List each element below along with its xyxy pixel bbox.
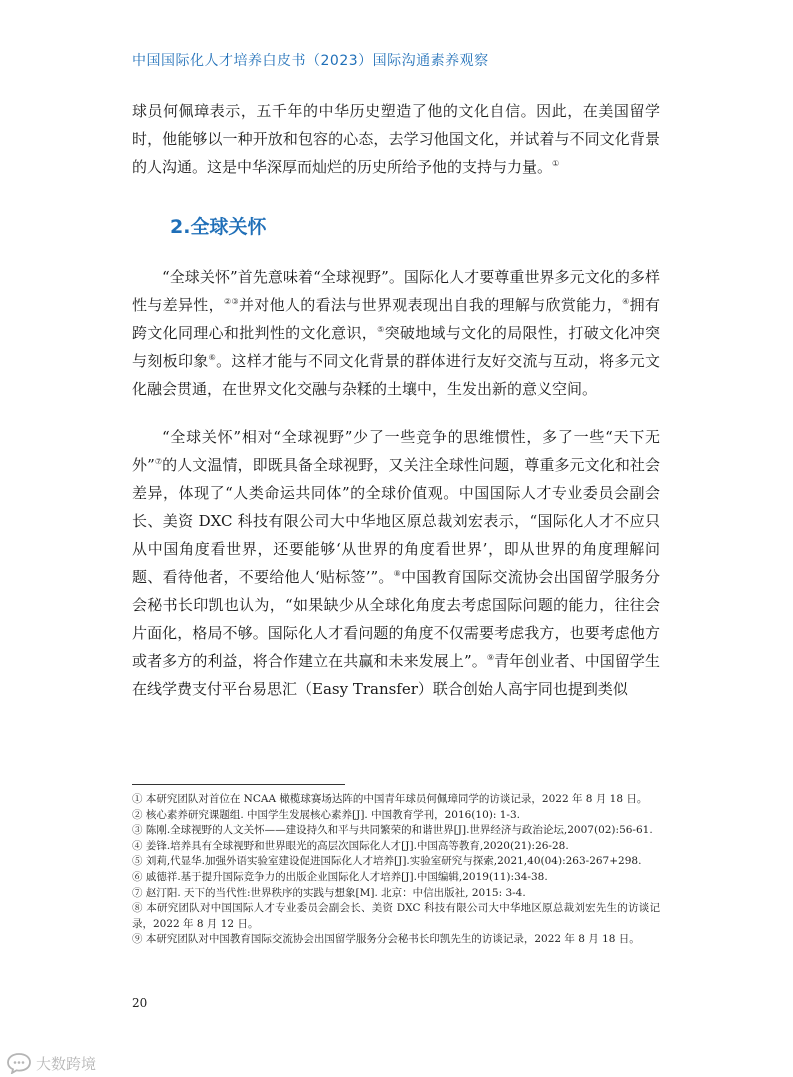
footnotes (132, 792, 660, 948)
intro-paragraph (132, 97, 660, 181)
footnote: ⑨ 本研究团队对中国教育国际交流协会出国留学服务分会秘书长印凯先生的访谈记录，2022 年 8 月 18 日。 (132, 933, 640, 946)
footnote-ref[interactable]: ⑦ (154, 457, 163, 466)
chat-bubble-logo-icon (6, 1052, 32, 1074)
para-text: 青年创业者、中国留学生在线学费支付平台易思汇（Easy Transfer）联合创始人高宇同也提到类似 (132, 652, 660, 698)
footnote-ref[interactable]: ⑤ (377, 325, 385, 334)
watermark (6, 1052, 96, 1074)
footnote-ref[interactable]: ⑨ (486, 653, 495, 662)
footnote: ⑥ 戚德祥.基于提升国际竞争力的出版企业国际化人才培养[J].中国编辑,2019(11):34-38. (132, 870, 548, 883)
footnote: ② 核心素养研究课题组. 中国学生发展核心素养[J]. 中国教育学刊，2016(10): 1-3. (132, 808, 520, 821)
para-text: 。这样才能与不同文化背景的群体进行友好交流与互动，将多元文化融会贯通，在世界文化交融与杂糅的土壤中，生发出新的意义空间。 (132, 352, 660, 398)
page-number: 20 (132, 996, 148, 1010)
footnote: ① 本研究团队对首位在 NCAA 橄榄球赛场达阵的中国青年球员何佩璋同学的访谈记录，2022 年 8 月 18 日。 (132, 793, 648, 805)
section-heading: 2.全球关怀 (170, 216, 267, 238)
watermark-text: 大数跨境 (36, 1054, 97, 1073)
para-text: 拥有跨文化同理心和批判性的文化意识， (132, 296, 660, 342)
footnote: ⑧ 本研究团队对中国国际人才专业委员会副会长、美资 DXC 科技有限公司大中华地区原总裁刘宏先生的访谈记录，2022 年 8 月 12 日。 (132, 902, 660, 930)
footnote: ⑦ 赵汀阳. 天下的当代性:世界秩序的实践与想象[M]. 北京：中信出版社, 2015: 3-4. (132, 886, 526, 899)
footnote-ref[interactable]: ⑥ (208, 353, 217, 362)
body-paragraph-2 (132, 423, 660, 703)
para-text: 突破地域与文化的局限性，打破文化冲突与刻板印象 (132, 324, 660, 370)
intro-text: 球员何佩璋表示，五千年的中华历史塑造了他的文化自信。因此，在美国留学时，他能够以一种开放和包容的心态，去学习他国文化，并试着与不同文化背景的人沟通。这是中华深厚而灿烂的历史所给予他的支持与力量。 (132, 102, 660, 176)
para-text: 并对他人的看法与世界观表现出自我的理解与欣赏能力， (238, 296, 623, 314)
para-text: 中国教育国际交流协会出国留学服务分会秘书长印凯也认为，“如果缺少从全球化角度去考虑国际问题的能力，往往会片面化，格局不够。国际化人才看问题的角度不仅需要考虑我方，也要考虑他方或者多方的利益，将合作建立在共赢和未来发展上”。 (132, 568, 660, 670)
para-text: 的人文温情，即既具备全球视野，又关注全球性问题，尊重多元文化和社会差异，体现了“人类命运共同体”的全球价值观。中国国际人才专业委员会副会长、美资 DXC 科技有限公司大中华地区原总裁刘宏表示，“国际化人才不应只从中国角度看世界，还要能够‘从世界的角度看世界’，即从世界的角度理解问题、看待他者，不要给他人‘贴标签’”。 (132, 456, 660, 586)
running-header: 中国国际化人才培养白皮书（2023）国际沟通素养观察 (132, 53, 489, 69)
footnote-ref[interactable]: ⑧ (393, 569, 402, 578)
footnote: ③ 陈刚.全球视野的人文关怀——建设持久和平与共同繁荣的和谐世界[J].世界经济与政治论坛,2007(02):56-61. (132, 824, 653, 837)
para-text: “全球关怀”相对“全球视野”少了一些竞争的思维惯性，多了一些“天下无外” (132, 428, 660, 474)
para-text: “全球关怀”首先意味着“全球视野”。国际化人才要尊重世界多元文化的多样性与差异性， (132, 268, 660, 314)
footnote: ⑤ 刘莉,代显华.加强外语实验室建设促进国际化人才培养[J].实验室研究与探索,2021,40(04):263-267+298. (132, 855, 642, 868)
body-paragraph-1 (132, 263, 660, 403)
footnote-divider (132, 784, 345, 785)
footnote-ref[interactable]: ④ (622, 297, 630, 306)
footnote-ref[interactable]: ① (552, 159, 560, 168)
footnote: ④ 姜锋.培养具有全球视野和世界眼光的高层次国际化人才[J].中国高等教育,2020(21):26-28. (132, 839, 569, 852)
footnote-ref[interactable]: ②③ (223, 297, 239, 306)
